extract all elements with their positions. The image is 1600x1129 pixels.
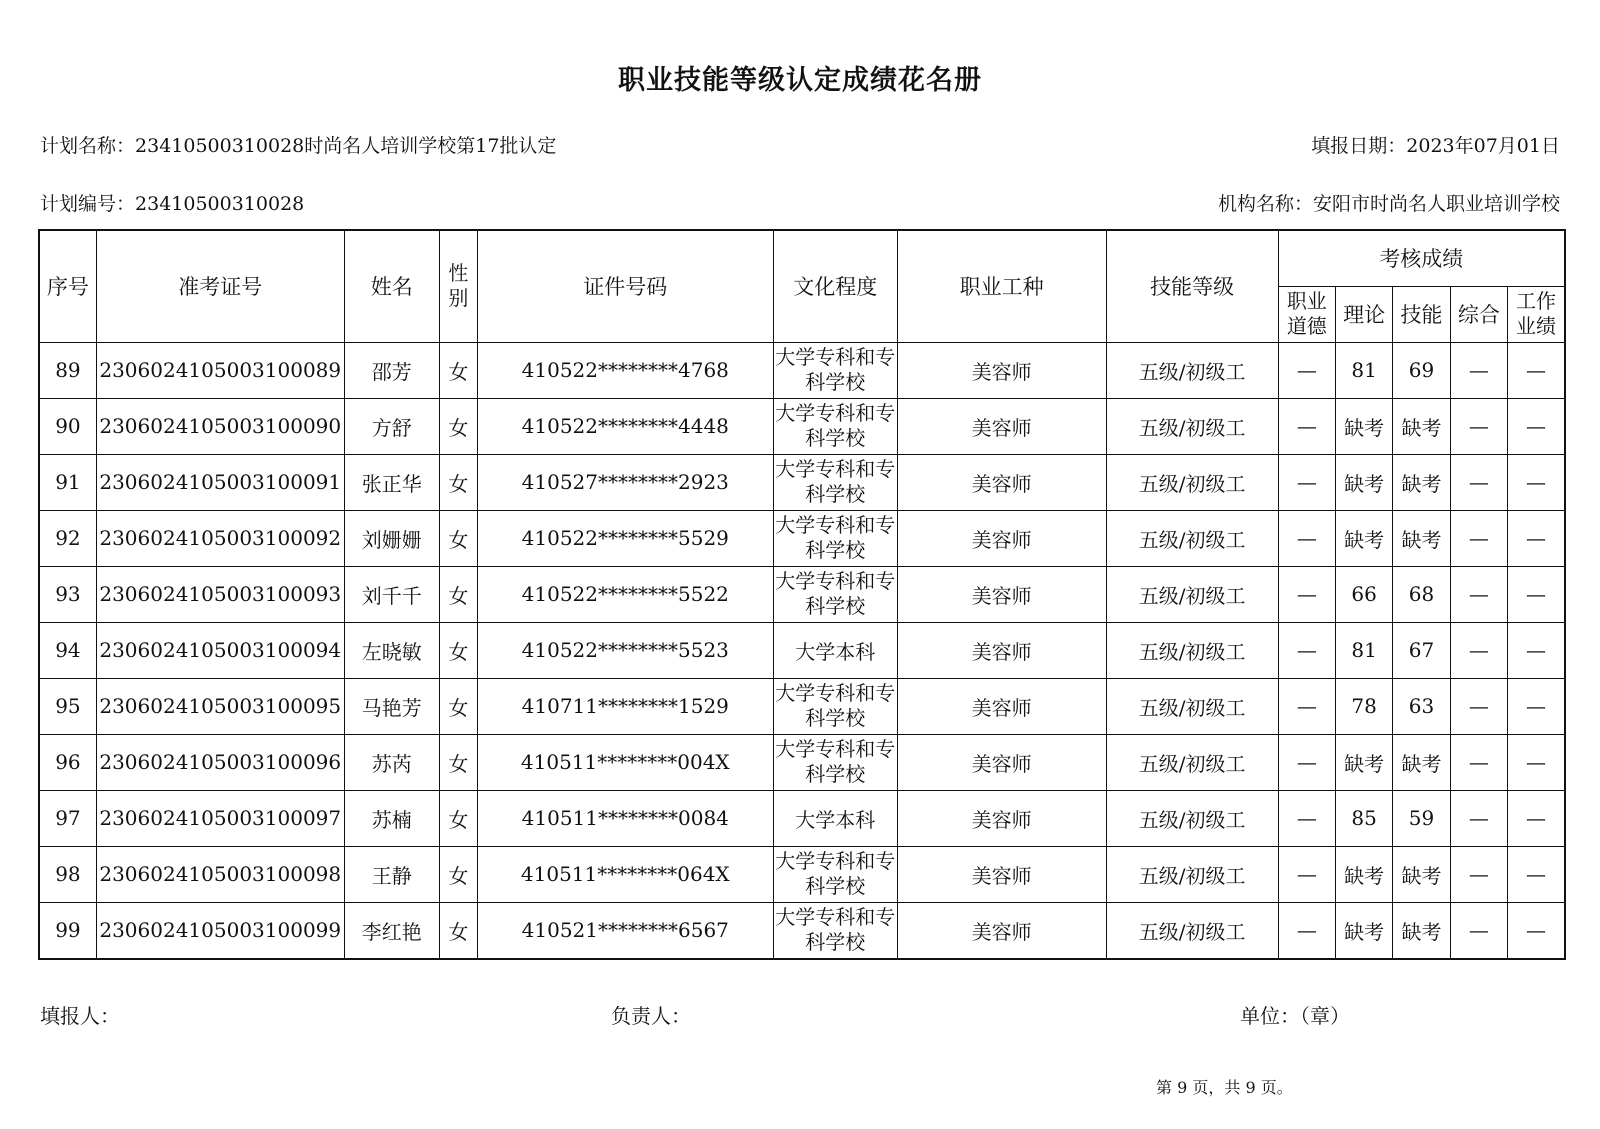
cell-education: 大学专科和专科学校: [773, 734, 897, 790]
cell-id: 410522********5523: [477, 622, 773, 678]
organization-line: [1218, 189, 1560, 216]
table-row: [39, 622, 1565, 678]
table-row: [39, 398, 1565, 454]
cell-skill: 68: [1393, 566, 1450, 622]
cell-theory: 缺考: [1335, 902, 1392, 959]
cell-occupation: 美容师: [897, 734, 1106, 790]
cell-id: 410511********0084: [477, 790, 773, 846]
score-roster-table: [38, 229, 1566, 960]
cell-name: 刘姗姗: [344, 510, 439, 566]
cell-seq: 94: [39, 622, 96, 678]
cell-ethics: —: [1278, 454, 1335, 510]
cell-ethics: —: [1278, 342, 1335, 398]
cell-name: 刘千千: [344, 566, 439, 622]
cell-theory: 缺考: [1335, 846, 1392, 902]
manager-signature: 负责人：: [611, 1004, 691, 1028]
cell-occupation: 美容师: [897, 510, 1106, 566]
cell-occupation: 美容师: [897, 678, 1106, 734]
cell-occupation: 美容师: [897, 566, 1106, 622]
cell-performance: —: [1508, 398, 1565, 454]
cell-level: 五级/初级工: [1106, 790, 1278, 846]
header-name: 姓名: [344, 230, 439, 342]
cell-gender: 女: [439, 678, 477, 734]
cell-occupation: 美容师: [897, 622, 1106, 678]
organization-value: 安阳市时尚名人职业培训学校: [1312, 193, 1560, 215]
cell-ticket: 2306024105003100092: [96, 510, 344, 566]
cell-gender: 女: [439, 510, 477, 566]
header-ticket: 准考证号: [96, 230, 344, 342]
cell-education: 大学本科: [773, 790, 897, 846]
cell-occupation: 美容师: [897, 454, 1106, 510]
cell-overall: —: [1450, 342, 1507, 398]
cell-ethics: —: [1278, 790, 1335, 846]
cell-ethics: —: [1278, 902, 1335, 959]
header-occupation: 职业工种: [897, 230, 1106, 342]
cell-performance: —: [1508, 734, 1565, 790]
cell-ethics: —: [1278, 510, 1335, 566]
cell-theory: 78: [1335, 678, 1392, 734]
cell-id: 410522********4448: [477, 398, 773, 454]
plan-number-line: [40, 189, 304, 216]
cell-theory: 66: [1335, 566, 1392, 622]
cell-ticket: 2306024105003100093: [96, 566, 344, 622]
cell-overall: —: [1450, 566, 1507, 622]
cell-skill: 缺考: [1393, 454, 1450, 510]
table-row: [39, 454, 1565, 510]
table-row: [39, 678, 1565, 734]
cell-ticket: 2306024105003100095: [96, 678, 344, 734]
plan-name-label: 计划名称：: [40, 135, 136, 157]
page-info: 第 9 页，共 9 页。: [1156, 1078, 1293, 1097]
cell-seq: 99: [39, 902, 96, 959]
cell-name: 邵芳: [344, 342, 439, 398]
cell-education: 大学专科和专科学校: [773, 678, 897, 734]
cell-education: 大学专科和专科学校: [773, 566, 897, 622]
cell-seq: 89: [39, 342, 96, 398]
cell-seq: 95: [39, 678, 96, 734]
cell-name: 苏芮: [344, 734, 439, 790]
cell-performance: —: [1508, 902, 1565, 959]
cell-level: 五级/初级工: [1106, 734, 1278, 790]
table-row: [39, 902, 1565, 959]
cell-name: 王静: [344, 846, 439, 902]
cell-gender: 女: [439, 846, 477, 902]
cell-education: 大学本科: [773, 622, 897, 678]
header-scores: 考核成绩: [1278, 230, 1565, 286]
header-performance: 工作业绩: [1508, 286, 1565, 342]
cell-skill: 63: [1393, 678, 1450, 734]
cell-level: 五级/初级工: [1106, 398, 1278, 454]
cell-performance: —: [1508, 846, 1565, 902]
cell-education: 大学专科和专科学校: [773, 846, 897, 902]
cell-gender: 女: [439, 566, 477, 622]
table-row: [39, 790, 1565, 846]
unit-stamp: 单位：（章）: [1240, 1004, 1350, 1028]
cell-theory: 缺考: [1335, 454, 1392, 510]
cell-overall: —: [1450, 510, 1507, 566]
header-gender: 性别: [439, 230, 477, 342]
cell-seq: 93: [39, 566, 96, 622]
plan-name-line: [40, 131, 556, 158]
cell-performance: —: [1508, 566, 1565, 622]
header-ethics: 职业道德: [1278, 286, 1335, 342]
cell-performance: —: [1508, 790, 1565, 846]
cell-gender: 女: [439, 622, 477, 678]
cell-seq: 98: [39, 846, 96, 902]
cell-overall: —: [1450, 846, 1507, 902]
cell-name: 左晓敏: [344, 622, 439, 678]
cell-ticket: 2306024105003100099: [96, 902, 344, 959]
cell-ticket: 2306024105003100098: [96, 846, 344, 902]
cell-performance: —: [1508, 454, 1565, 510]
cell-ethics: —: [1278, 398, 1335, 454]
cell-performance: —: [1508, 622, 1565, 678]
cell-performance: —: [1508, 510, 1565, 566]
cell-education: 大学专科和专科学校: [773, 342, 897, 398]
cell-level: 五级/初级工: [1106, 454, 1278, 510]
cell-gender: 女: [439, 454, 477, 510]
cell-id: 410522********4768: [477, 342, 773, 398]
cell-skill: 69: [1393, 342, 1450, 398]
cell-ticket: 2306024105003100097: [96, 790, 344, 846]
cell-seq: 91: [39, 454, 96, 510]
header-level: 技能等级: [1106, 230, 1278, 342]
cell-performance: —: [1508, 342, 1565, 398]
cell-gender: 女: [439, 398, 477, 454]
cell-theory: 81: [1335, 622, 1392, 678]
cell-id: 410527********2923: [477, 454, 773, 510]
plan-name-value: 23410500310028时尚名人培训学校第17批认定: [135, 135, 557, 157]
cell-performance: —: [1508, 678, 1565, 734]
cell-name: 马艳芳: [344, 678, 439, 734]
header-education: 文化程度: [773, 230, 897, 342]
cell-occupation: 美容师: [897, 846, 1106, 902]
table-row: [39, 342, 1565, 398]
cell-ethics: —: [1278, 622, 1335, 678]
cell-name: 张正华: [344, 454, 439, 510]
cell-overall: —: [1450, 790, 1507, 846]
header-overall: 综合: [1450, 286, 1507, 342]
header-seq: 序号: [39, 230, 96, 342]
plan-number-value: 23410500310028: [135, 193, 305, 215]
document-title: 职业技能等级认定成绩花名册: [618, 65, 982, 96]
cell-level: 五级/初级工: [1106, 342, 1278, 398]
filler-signature: 填报人：: [40, 1004, 120, 1028]
cell-education: 大学专科和专科学校: [773, 398, 897, 454]
cell-theory: 81: [1335, 342, 1392, 398]
cell-ticket: 2306024105003100091: [96, 454, 344, 510]
cell-education: 大学专科和专科学校: [773, 902, 897, 959]
cell-id: 410511********064X: [477, 846, 773, 902]
cell-overall: —: [1450, 902, 1507, 959]
cell-id: 410711********1529: [477, 678, 773, 734]
table-row: [39, 846, 1565, 902]
cell-ethics: —: [1278, 734, 1335, 790]
cell-level: 五级/初级工: [1106, 566, 1278, 622]
cell-theory: 缺考: [1335, 510, 1392, 566]
cell-occupation: 美容师: [897, 902, 1106, 959]
table-row: [39, 566, 1565, 622]
fill-date-label: 填报日期：: [1311, 135, 1407, 157]
cell-level: 五级/初级工: [1106, 846, 1278, 902]
cell-ethics: —: [1278, 846, 1335, 902]
table-row: [39, 510, 1565, 566]
header-theory: 理论: [1335, 286, 1392, 342]
cell-gender: 女: [439, 342, 477, 398]
cell-skill: 67: [1393, 622, 1450, 678]
header-id: 证件号码: [477, 230, 773, 342]
plan-number-label: 计划编号：: [40, 193, 136, 215]
cell-ethics: —: [1278, 566, 1335, 622]
cell-level: 五级/初级工: [1106, 510, 1278, 566]
cell-gender: 女: [439, 790, 477, 846]
cell-level: 五级/初级工: [1106, 678, 1278, 734]
cell-name: 苏楠: [344, 790, 439, 846]
organization-label: 机构名称：: [1217, 193, 1313, 215]
cell-id: 410511********004X: [477, 734, 773, 790]
cell-seq: 90: [39, 398, 96, 454]
cell-overall: —: [1450, 622, 1507, 678]
cell-id: 410522********5522: [477, 566, 773, 622]
cell-gender: 女: [439, 902, 477, 959]
cell-name: 李红艳: [344, 902, 439, 959]
cell-skill: 59: [1393, 790, 1450, 846]
cell-theory: 缺考: [1335, 398, 1392, 454]
cell-ticket: 2306024105003100090: [96, 398, 344, 454]
cell-occupation: 美容师: [897, 342, 1106, 398]
fill-date-line: [1311, 131, 1560, 158]
cell-theory: 85: [1335, 790, 1392, 846]
cell-name: 方舒: [344, 398, 439, 454]
cell-seq: 92: [39, 510, 96, 566]
cell-overall: —: [1450, 398, 1507, 454]
cell-gender: 女: [439, 734, 477, 790]
cell-level: 五级/初级工: [1106, 622, 1278, 678]
cell-level: 五级/初级工: [1106, 902, 1278, 959]
cell-ethics: —: [1278, 678, 1335, 734]
cell-seq: 97: [39, 790, 96, 846]
cell-ticket: 2306024105003100096: [96, 734, 344, 790]
roster-body: [39, 342, 1565, 959]
table-row: [39, 734, 1565, 790]
cell-education: 大学专科和专科学校: [773, 510, 897, 566]
cell-overall: —: [1450, 678, 1507, 734]
cell-occupation: 美容师: [897, 398, 1106, 454]
cell-ticket: 2306024105003100089: [96, 342, 344, 398]
fill-date-value: 2023年07月01日: [1406, 135, 1560, 157]
cell-theory: 缺考: [1335, 734, 1392, 790]
cell-skill: 缺考: [1393, 846, 1450, 902]
cell-id: 410522********5529: [477, 510, 773, 566]
cell-skill: 缺考: [1393, 510, 1450, 566]
cell-overall: —: [1450, 734, 1507, 790]
cell-id: 410521********6567: [477, 902, 773, 959]
cell-overall: —: [1450, 454, 1507, 510]
cell-seq: 96: [39, 734, 96, 790]
cell-occupation: 美容师: [897, 790, 1106, 846]
cell-education: 大学专科和专科学校: [773, 454, 897, 510]
cell-ticket: 2306024105003100094: [96, 622, 344, 678]
cell-skill: 缺考: [1393, 398, 1450, 454]
cell-skill: 缺考: [1393, 902, 1450, 959]
cell-skill: 缺考: [1393, 734, 1450, 790]
header-skill: 技能: [1393, 286, 1450, 342]
